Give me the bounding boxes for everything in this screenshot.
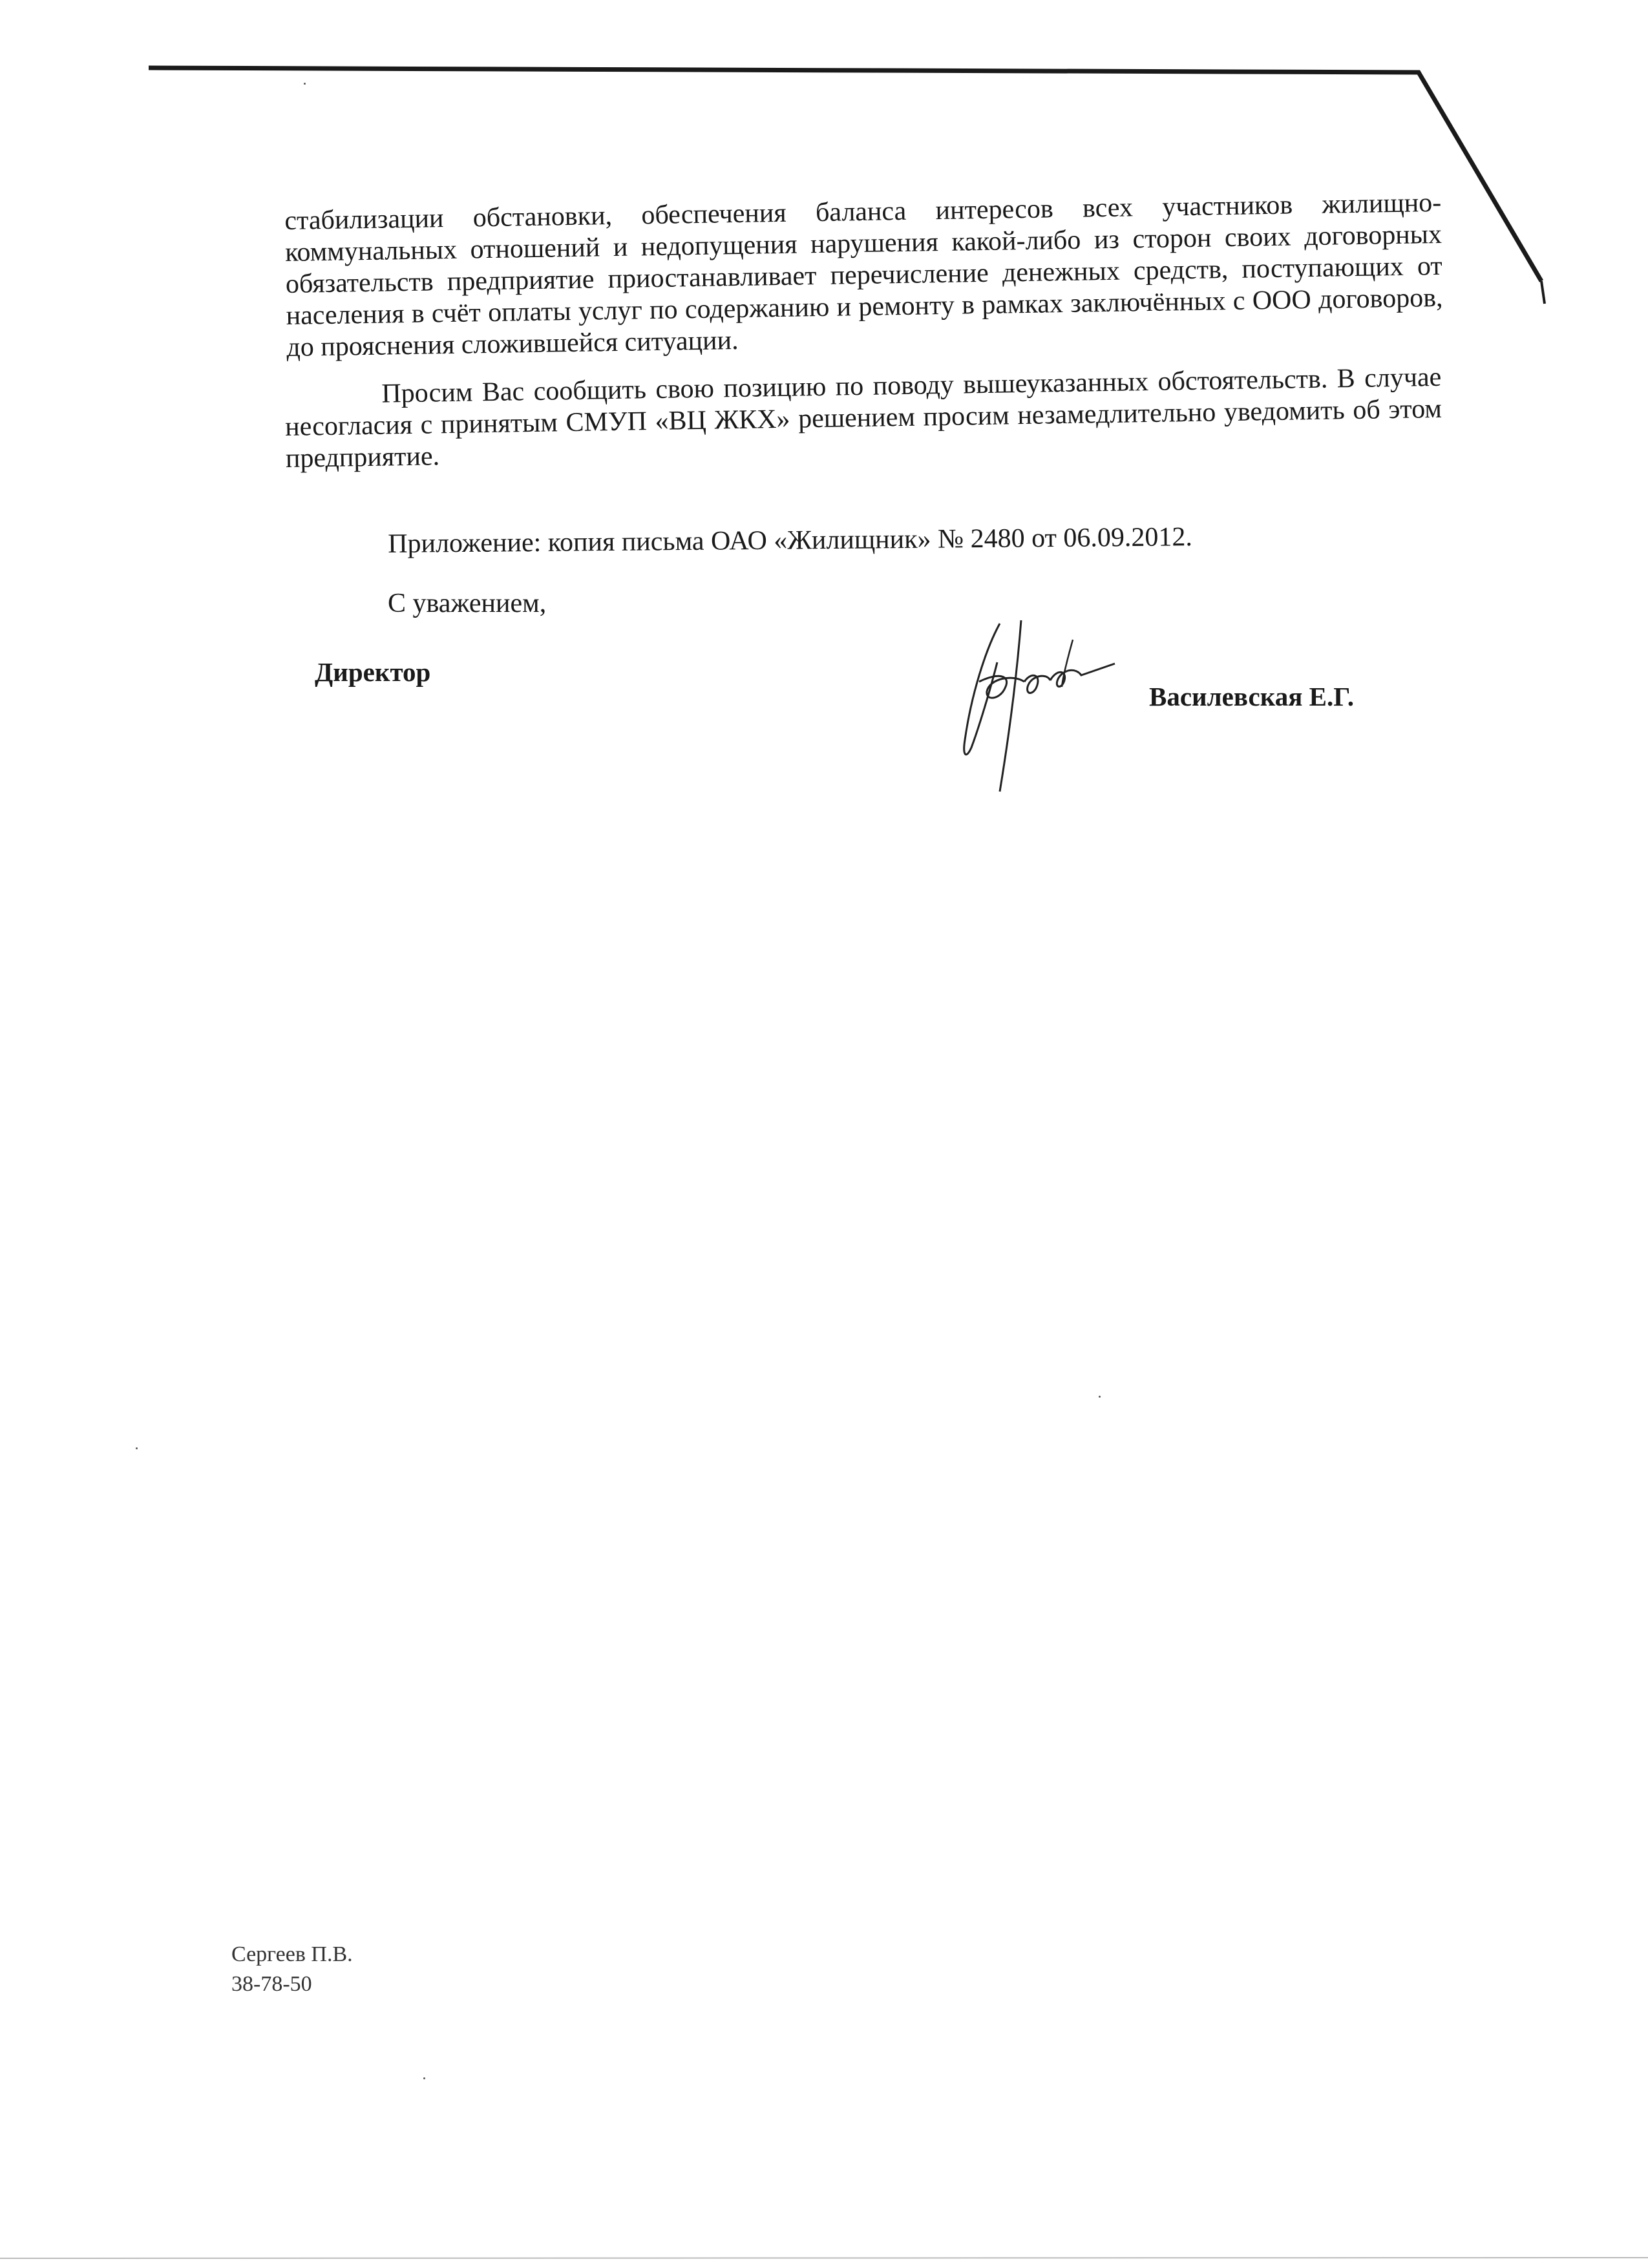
scan-speck (423, 2077, 425, 2079)
body-paragraph-2: Просим Вас сообщить свою позицию по поводу вышеуказанных обстоятельств. В случае несогласия с принятым СМУП «ВЦ ЖКХ» решением просим незамедлительно уведомить об этом предприятие. (284, 362, 1442, 474)
scan-speck (136, 1447, 138, 1449)
handwritten-signature (940, 611, 1121, 798)
signer-name: Василевская Е.Г. (1149, 682, 1354, 711)
executor-phone: 38-78-50 (231, 1972, 312, 1996)
body-paragraph-1: стабилизации обстановки, обеспечения баланса интересов всех участников жилищно-коммунальных отношений и недопущения нарушения какой-либо из сторон своих договорных обязательств предприятие приостанавливает перечисление денежных средств, поступающих от населения в счёт оплаты услуг по содержанию и ремонту в рамках заключённых с ООО договоров, до прояснения сложившейся ситуации. (284, 187, 1443, 362)
executor-name: Сергеев П.В. (231, 1942, 353, 1966)
scan-speck (304, 83, 306, 85)
executor-info (231, 1940, 353, 1999)
signer-position: Директор (315, 657, 431, 687)
attachment-line: Приложение: копия письма ОАО «Жилищник» № 2480 от 06.09.2012. (388, 522, 1193, 559)
closing-line: С уважением, (388, 589, 547, 618)
scan-speck (1099, 1396, 1101, 1398)
